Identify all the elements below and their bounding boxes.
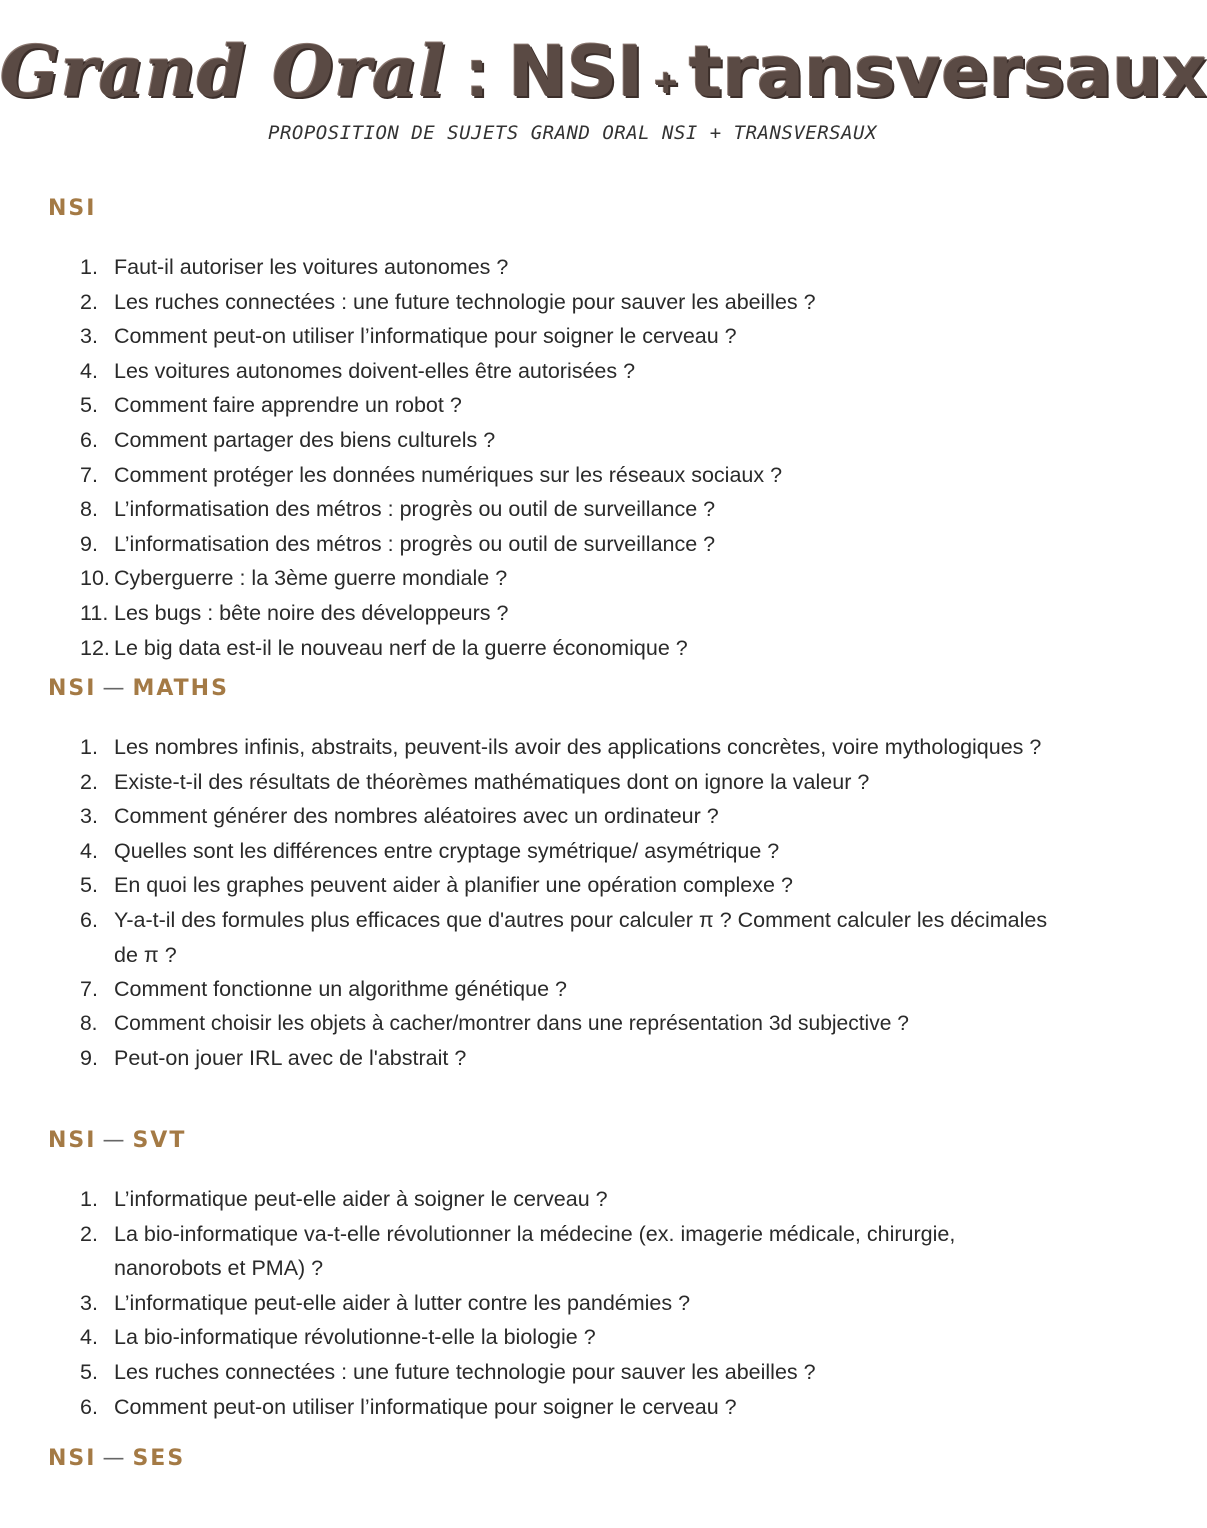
list-item: 5. En quoi les graphes peuvent aider à planifier une opération complexe ? [80, 873, 793, 898]
section-nsi-svt [48, 1128, 1058, 1424]
list-item: 12. Le big data est-il le nouveau nerf de la guerre économique ? [80, 635, 688, 660]
list-item: 4. Les voitures autonomes doivent-elles être autorisées ? [80, 358, 636, 383]
list-item: 2. La bio-informatique va-t-elle révolutionner la médecine (ex. imagerie médicale, chirurgie, nanorobots et PMA) ? [80, 1221, 956, 1281]
list-item: 8. Comment choisir les objets à cacher/montrer dans une représentation 3d subjective ? [80, 1011, 909, 1035]
list-item: 6. Comment partager des biens culturels ? [80, 427, 496, 452]
section-heading: NSI — SES [48, 1446, 186, 1471]
list-item: 3. L’informatique peut-elle aider à lutter contre les pandémies ? [80, 1290, 691, 1315]
title-transversaux: transversaux [688, 31, 1207, 113]
section-heading: NSI [48, 196, 97, 221]
section-nsi [48, 196, 1058, 665]
list-item: 4. Quelles sont les différences entre cryptage symétrique/ asymétrique ? [80, 838, 780, 863]
section-nsi-maths [48, 676, 1058, 1076]
list-item: 7. Comment fonctionne un algorithme génétique ? [80, 977, 567, 1002]
list-item: 6. Y-a-t-il des formules plus efficaces que d'autres pour calculer π ? Comment calculer les décimales de π ? [80, 907, 1048, 967]
title-grand-oral: Grand Oral [0, 30, 447, 113]
list-item: 5. Comment faire apprendre un robot ? [80, 393, 462, 418]
list-item: 1. Les nombres infinis, abstraits, peuvent-ils avoir des applications concrètes, voire mythologiques ? [80, 735, 1042, 759]
title-plus: + [643, 61, 689, 105]
list-item: 5. Les ruches connectées : une future technologie pour sauver les abeilles ? [80, 1359, 816, 1384]
list-item: 6. Comment peut-on utiliser l’informatique pour soigner le cerveau ? [80, 1394, 737, 1419]
list-item: 8. L’informatisation des métros : progrès ou outil de surveillance ? [80, 497, 716, 522]
topic-list [48, 250, 1058, 665]
list-item: 11. Les bugs : bête noire des développeurs ? [80, 600, 509, 625]
list-item: 10. Cyberguerre : la 3ème guerre mondiale ? [80, 566, 508, 591]
topic-list [48, 730, 1058, 1076]
list-item: 7. Comment protéger les données numériques sur les réseaux sociaux ? [80, 462, 783, 487]
title-separator: : [446, 33, 509, 111]
page-subtitle: PROPOSITION DE SUJETS GRAND ORAL NSI + TRANSVERSAUX [268, 122, 877, 144]
list-item: 1. L’informatique peut-elle aider à soigner le cerveau ? [80, 1187, 608, 1211]
list-item: 3. Comment peut-on utiliser l’informatique pour soigner le cerveau ? [80, 324, 737, 349]
list-item: 1. Faut-il autoriser les voitures autonomes ? [80, 255, 509, 279]
section-nsi-ses [48, 1446, 1058, 1476]
page-title [0, 30, 1207, 113]
list-item: 9. Peut-on jouer IRL avec de l'abstrait ? [80, 1046, 467, 1071]
title-nsi: NSI [508, 31, 644, 113]
section-heading: NSI — SVT [48, 1128, 187, 1153]
list-item: 2. Les ruches connectées : une future technologie pour sauver les abeilles ? [80, 289, 816, 314]
list-item: 9. L’informatisation des métros : progrès ou outil de surveillance ? [80, 531, 716, 556]
topic-list [48, 1182, 1058, 1424]
list-item: 2. Existe-t-il des résultats de théorèmes mathématiques dont on ignore la valeur ? [80, 769, 870, 794]
section-heading: NSI — MATHS [48, 676, 229, 701]
list-item: 3. Comment générer des nombres aléatoires avec un ordinateur ? [80, 804, 719, 829]
list-item: 4. La bio-informatique révolutionne-t-elle la biologie ? [80, 1325, 596, 1350]
